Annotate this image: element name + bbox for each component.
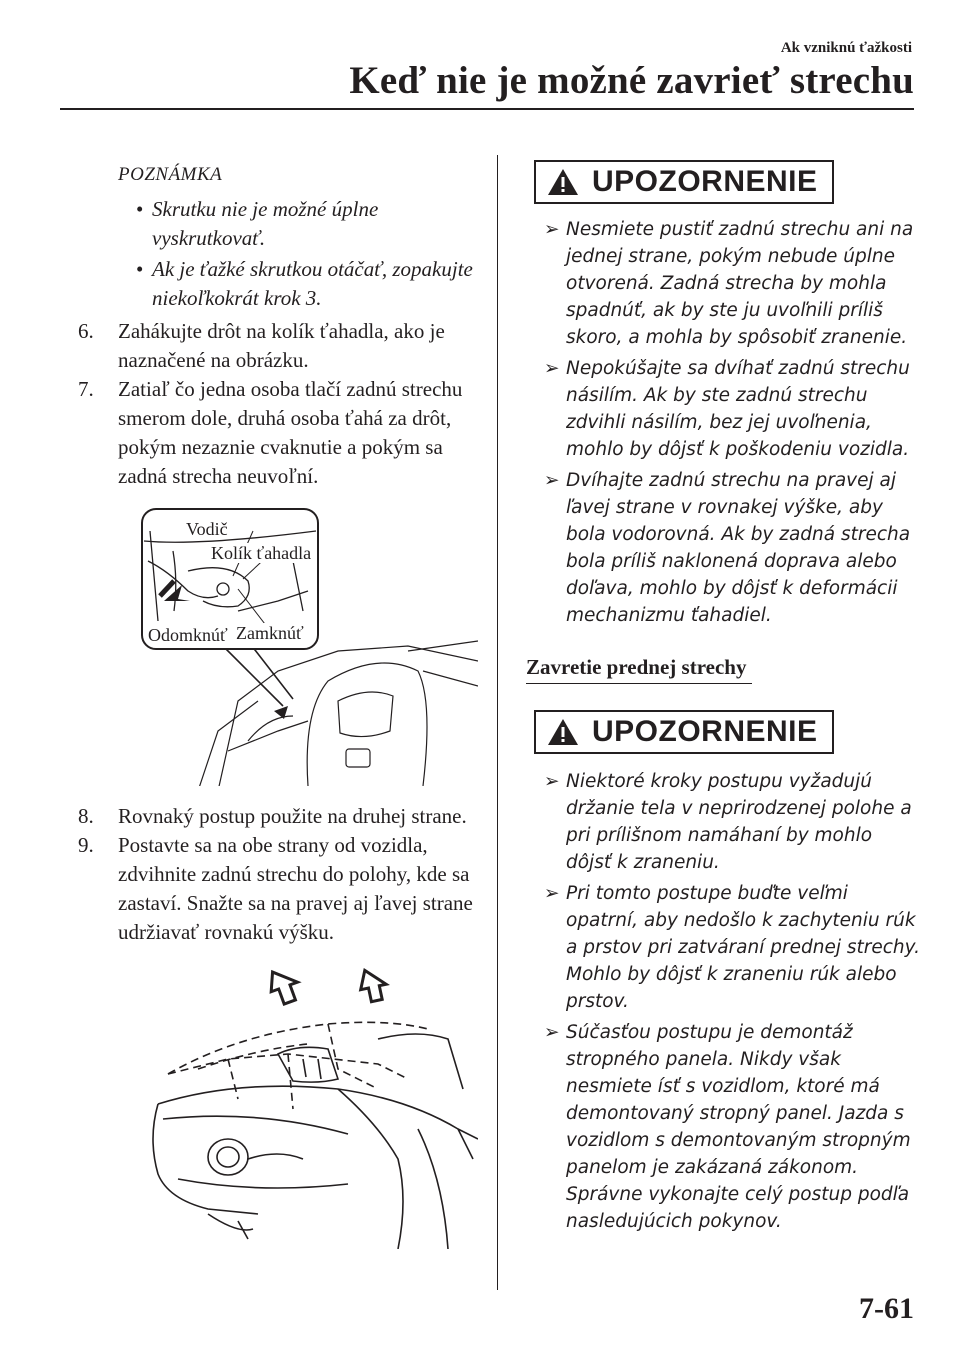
warning-box-2 bbox=[534, 710, 834, 754]
note-title: POZNÁMKA bbox=[118, 164, 223, 185]
warning-title: UPOZORNENIE bbox=[592, 165, 818, 198]
warning-box-1 bbox=[534, 160, 834, 204]
page-title: Keď nie je možné zavrieť strechu bbox=[349, 59, 914, 102]
page-number: 7-61 bbox=[859, 1292, 914, 1325]
warning-item: ➢ Dvíhajte zadnú strechu na pravej aj ľavej strane v rovnakej výške, aby bola vodorovná. Ak by zadná strecha bola príliš naklonená doprava alebo doľava, mohlo by dôjsť k deformácii mechanizmu ťahadiel. bbox=[536, 467, 922, 629]
step-6: 6. Zahákujte drôt na kolík ťahadla, ako je naznačené na obrázku. bbox=[78, 319, 445, 372]
column-divider bbox=[497, 155, 498, 1290]
warning-item: ➢ Nesmiete pustiť zadnú strechu ani na jednej strane, pokým nebude úplne otvorená. Zadná strecha by mohla spadnúť, ak by ste ju uvoľnili príliš skoro, a mohla by spôsobiť zranenie. bbox=[536, 216, 922, 351]
warning-item: ➢ Niektoré kroky postupu vyžadujú držanie tela v neprirodzenej polohe a pri prílišnom namáhaní by mohlo dôjsť k zraneniu. bbox=[536, 768, 922, 876]
bullet-icon: • bbox=[136, 197, 144, 221]
warning-item: ➢ Súčasťou postupu je demontáž stropného panela. Nikdy však nesmiete ísť s vozidlom, ktoré má demontovaný stropný panel. Jazda s vozidlom s demontovaným stropným panelom je zakázaná zákonom. Správne vykonajte celý postup podľa nasledujúcich pokynov. bbox=[536, 1019, 922, 1235]
warning-item: ➢ Nepokúšajte sa dvíhať zadnú strechu násilím. Ak by ste zadnú strechu zdvihli násilím, bez jej uvoľnenia, mohlo by dôjsť k poškodeniu vozidla. bbox=[536, 355, 922, 463]
warning-item: ➢ Pri tomto postupe buďte veľmi opatrní, aby nedošlo k zachyteniu rúk a prstov pri zatváraní prednej strechy. Mohlo by dôjsť k zraneniu rúk alebo prstov. bbox=[536, 880, 922, 1015]
arrow-bullet-icon: ➢ bbox=[544, 470, 560, 491]
arrow-bullet-icon: ➢ bbox=[544, 771, 560, 792]
warning-title: UPOZORNENIE bbox=[592, 715, 818, 748]
label-kolik-tahadla: Kolík ťahadla bbox=[211, 543, 312, 563]
step-9: 9. Postavte sa na obe strany od vozidla, zdvihnite zadnú strechu do polohy, kde sa zastaví. Snažte sa na pravej aj ľavej strane udržiavať rovnakú výšku. bbox=[78, 833, 473, 944]
note-item: • Ak je ťažké skrutkou otáčať, zopakujte niekoľkokrát krok 3. bbox=[136, 257, 473, 310]
header-rule bbox=[60, 108, 914, 110]
arrow-bullet-icon: ➢ bbox=[544, 219, 560, 240]
label-odomknut: Odomknúť bbox=[148, 625, 228, 645]
bullet-icon: • bbox=[136, 257, 144, 281]
latch-figure bbox=[78, 501, 478, 786]
note-item: • Skrutku nie je možné úplne vyskrutkovať. bbox=[136, 197, 379, 250]
left-column bbox=[78, 160, 478, 1249]
label-zamknut: Zamknúť bbox=[236, 623, 304, 643]
car-roof-figure bbox=[78, 959, 478, 1249]
step-8: 8. Rovnaký postup použite na druhej strane. bbox=[78, 804, 467, 828]
section-heading: Zavretie prednej strechy bbox=[526, 655, 752, 684]
warning-list-2 bbox=[522, 768, 922, 1235]
arrow-bullet-icon: ➢ bbox=[544, 358, 560, 379]
warning-list-1 bbox=[522, 216, 922, 629]
car-roof-illustration bbox=[78, 959, 478, 1249]
step-7: 7. Zatiaľ čo jedna osoba tlačí zadnú strechu smerom dole, druhá osoba ťahá za drôt, pokým nezaznie cvaknutie a pokým sa zadná strecha neuvoľní. bbox=[78, 377, 463, 488]
arrow-bullet-icon: ➢ bbox=[544, 883, 560, 904]
arrow-bullet-icon: ➢ bbox=[544, 1022, 560, 1043]
right-column bbox=[522, 160, 922, 1239]
header-section-label: Ak vzniknú ťažkosti bbox=[780, 40, 912, 56]
warning-triangle-icon bbox=[546, 167, 580, 197]
label-vodic: Vodič bbox=[186, 519, 228, 539]
warning-triangle-icon bbox=[546, 717, 580, 747]
